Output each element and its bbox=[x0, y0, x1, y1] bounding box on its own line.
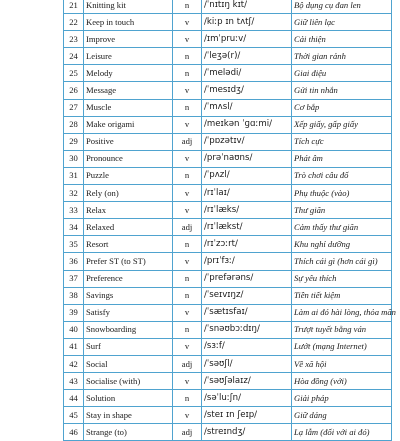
vietnamese-meaning: Lướt (mạng Internet) bbox=[292, 338, 392, 355]
row-number: 31 bbox=[64, 167, 84, 184]
vocab-word: Relaxed bbox=[84, 219, 173, 236]
vocab-word: Relax bbox=[84, 202, 173, 219]
pronunciation: /kiːp ɪn tʌtʃ/ bbox=[202, 14, 292, 31]
table-row bbox=[64, 185, 392, 202]
pronunciation: /ˈsəʊʃl/ bbox=[202, 355, 292, 372]
pronunciation: /prɪˈfɜː/ bbox=[202, 253, 292, 270]
vocab-word: Snowboarding bbox=[84, 321, 173, 338]
table-row bbox=[64, 270, 392, 287]
pronunciation: /steɪ ɪn ʃeɪp/ bbox=[202, 407, 292, 424]
pronunciation: /ˈmʌsl/ bbox=[202, 99, 292, 116]
part-of-speech: adj bbox=[173, 424, 202, 441]
vietnamese-meaning: Làm ai đó hài lòng, thỏa mãn bbox=[292, 304, 392, 321]
vocab-word: Puzzle bbox=[84, 167, 173, 184]
row-number: 23 bbox=[64, 31, 84, 48]
vocab-word: Prefer ST (to ST) bbox=[84, 253, 173, 270]
vietnamese-meaning: Khu nghỉ dưỡng bbox=[292, 236, 392, 253]
part-of-speech: v bbox=[173, 304, 202, 321]
vocabulary-table bbox=[63, 0, 396, 441]
table-row bbox=[64, 150, 392, 167]
pronunciation: /rɪˈlækst/ bbox=[202, 219, 292, 236]
row-number: 36 bbox=[64, 253, 84, 270]
row-number: 32 bbox=[64, 185, 84, 202]
vietnamese-meaning: Lạ lẫm (đối với ai đó) bbox=[292, 424, 392, 441]
vocab-word: Resort bbox=[84, 236, 173, 253]
vietnamese-meaning: Giữ dáng bbox=[292, 407, 392, 424]
part-of-speech: n bbox=[173, 0, 202, 14]
vocabulary-table-body bbox=[64, 0, 396, 441]
table-row bbox=[64, 407, 392, 424]
part-of-speech: n bbox=[173, 48, 202, 65]
row-number: 40 bbox=[64, 321, 84, 338]
row-number: 45 bbox=[64, 407, 84, 424]
table-row bbox=[64, 304, 392, 321]
vietnamese-meaning: Về xã hội bbox=[292, 355, 392, 372]
row-number: 41 bbox=[64, 338, 84, 355]
part-of-speech: n bbox=[173, 236, 202, 253]
vocab-word: Make origami bbox=[84, 116, 173, 133]
row-number: 26 bbox=[64, 82, 84, 99]
pronunciation: /rɪˈlæks/ bbox=[202, 202, 292, 219]
row-number: 37 bbox=[64, 270, 84, 287]
pronunciation: /ˈsəʊʃəlaɪz/ bbox=[202, 373, 292, 390]
table-row bbox=[64, 167, 392, 184]
pronunciation: /prəˈnaʊns/ bbox=[202, 150, 292, 167]
vietnamese-meaning: Cảm thấy thư giãn bbox=[292, 219, 392, 236]
table-row bbox=[64, 390, 392, 407]
pronunciation: /ˈpʌzl/ bbox=[202, 167, 292, 184]
row-number: 25 bbox=[64, 65, 84, 82]
table-row bbox=[64, 82, 392, 99]
vietnamese-meaning: Sự yêu thích bbox=[292, 270, 392, 287]
table-row bbox=[64, 14, 392, 31]
table-row bbox=[64, 31, 392, 48]
pronunciation: /ˈprefərəns/ bbox=[202, 270, 292, 287]
vietnamese-meaning: Thời gian rảnh bbox=[292, 48, 392, 65]
table-row bbox=[64, 424, 392, 441]
part-of-speech: n bbox=[173, 99, 202, 116]
part-of-speech: adj bbox=[173, 133, 202, 150]
pronunciation: /ɪmˈpruːv/ bbox=[202, 31, 292, 48]
vietnamese-meaning: Hòa đồng (với) bbox=[292, 373, 392, 390]
part-of-speech: n bbox=[173, 167, 202, 184]
pronunciation: /ˈseɪvɪŋz/ bbox=[202, 287, 292, 304]
table-row bbox=[64, 287, 392, 304]
row-number: 39 bbox=[64, 304, 84, 321]
row-number: 46 bbox=[64, 424, 84, 441]
vocab-word: Rely (on) bbox=[84, 185, 173, 202]
table-row bbox=[64, 253, 392, 270]
table-row bbox=[64, 338, 392, 355]
vocab-word: Muscle bbox=[84, 99, 173, 116]
table-row bbox=[64, 321, 392, 338]
vocab-word: Surf bbox=[84, 338, 173, 355]
table-row bbox=[64, 116, 392, 133]
vocab-word: Social bbox=[84, 355, 173, 372]
row-number: 22 bbox=[64, 14, 84, 31]
table-row bbox=[64, 219, 392, 236]
pronunciation: /rɪˈlaɪ/ bbox=[202, 185, 292, 202]
vietnamese-meaning: Bộ dụng cụ đan len bbox=[292, 0, 392, 14]
table-row bbox=[64, 99, 392, 116]
part-of-speech: v bbox=[173, 253, 202, 270]
vietnamese-meaning: Phụ thuộc (vào) bbox=[292, 185, 392, 202]
part-of-speech: v bbox=[173, 185, 202, 202]
vocab-word: Positive bbox=[84, 133, 173, 150]
pronunciation: /ˈpɒzətɪv/ bbox=[202, 133, 292, 150]
vocab-word: Improve bbox=[84, 31, 173, 48]
part-of-speech: v bbox=[173, 338, 202, 355]
row-number: 24 bbox=[64, 48, 84, 65]
vietnamese-meaning: Cơ bắp bbox=[292, 99, 392, 116]
pronunciation: /meɪkən ˈɡɑːmi/ bbox=[202, 116, 292, 133]
row-number: 35 bbox=[64, 236, 84, 253]
vocab-word: Preference bbox=[84, 270, 173, 287]
vietnamese-meaning: Giải pháp bbox=[292, 390, 392, 407]
vocab-word: Message bbox=[84, 82, 173, 99]
vietnamese-meaning: Tiền tiết kiệm bbox=[292, 287, 392, 304]
vocab-word: Keep in touch bbox=[84, 14, 173, 31]
vocab-word: Solution bbox=[84, 390, 173, 407]
vietnamese-meaning: Xếp giấy, gấp giấy bbox=[292, 116, 392, 133]
vocab-word: Savings bbox=[84, 287, 173, 304]
part-of-speech: n bbox=[173, 270, 202, 287]
vocab-word: Melody bbox=[84, 65, 173, 82]
vietnamese-meaning: Gửi tin nhắn bbox=[292, 82, 392, 99]
table-row bbox=[64, 48, 392, 65]
table-row bbox=[64, 65, 392, 82]
pronunciation: /ˈnɪtɪŋ kɪt/ bbox=[202, 0, 292, 14]
row-number: 42 bbox=[64, 355, 84, 372]
part-of-speech: n bbox=[173, 287, 202, 304]
vocab-word: Strange (to) bbox=[84, 424, 173, 441]
part-of-speech: v bbox=[173, 82, 202, 99]
part-of-speech: v bbox=[173, 407, 202, 424]
row-number: 29 bbox=[64, 133, 84, 150]
part-of-speech: v bbox=[173, 373, 202, 390]
vietnamese-meaning: Trò chơi câu đố bbox=[292, 167, 392, 184]
table-row bbox=[64, 355, 392, 372]
pronunciation: /ˈleʒə(r)/ bbox=[202, 48, 292, 65]
pronunciation: /ˈmelədi/ bbox=[202, 65, 292, 82]
vietnamese-meaning: Giai điệu bbox=[292, 65, 392, 82]
vietnamese-meaning: Trượt tuyết bằng ván bbox=[292, 321, 392, 338]
vocab-word: Pronounce bbox=[84, 150, 173, 167]
part-of-speech: v bbox=[173, 31, 202, 48]
row-number: 38 bbox=[64, 287, 84, 304]
pronunciation: /streɪndʒ/ bbox=[202, 424, 292, 441]
table-row bbox=[64, 133, 392, 150]
row-number: 21 bbox=[64, 0, 84, 14]
row-number: 34 bbox=[64, 219, 84, 236]
vocab-word: Stay in shape bbox=[84, 407, 173, 424]
vietnamese-meaning: Thư giãn bbox=[292, 202, 392, 219]
part-of-speech: n bbox=[173, 321, 202, 338]
part-of-speech: v bbox=[173, 14, 202, 31]
pronunciation: /ˈsætɪsfaɪ/ bbox=[202, 304, 292, 321]
vietnamese-meaning: Tích cực bbox=[292, 133, 392, 150]
table-row bbox=[64, 0, 392, 14]
pronunciation: /rɪˈzɔːrt/ bbox=[202, 236, 292, 253]
vietnamese-meaning: Cải thiện bbox=[292, 31, 392, 48]
row-number: 28 bbox=[64, 116, 84, 133]
row-number: 33 bbox=[64, 202, 84, 219]
pronunciation: /sɜːf/ bbox=[202, 338, 292, 355]
part-of-speech: v bbox=[173, 150, 202, 167]
vocab-word: Socialise (with) bbox=[84, 373, 173, 390]
part-of-speech: n bbox=[173, 65, 202, 82]
pronunciation: /ˈmesɪdʒ/ bbox=[202, 82, 292, 99]
table-row bbox=[64, 236, 392, 253]
row-number: 30 bbox=[64, 150, 84, 167]
vietnamese-meaning: Giữ liên lạc bbox=[292, 14, 392, 31]
row-number: 44 bbox=[64, 390, 84, 407]
pronunciation: /ˈsnəʊbɔːdɪŋ/ bbox=[202, 321, 292, 338]
table-row bbox=[64, 202, 392, 219]
part-of-speech: adj bbox=[173, 355, 202, 372]
row-number: 27 bbox=[64, 99, 84, 116]
vocab-word: Leisure bbox=[84, 48, 173, 65]
vietnamese-meaning: Phát âm bbox=[292, 150, 392, 167]
table-row bbox=[64, 373, 392, 390]
part-of-speech: n bbox=[173, 390, 202, 407]
vocab-word: Knitting kit bbox=[84, 0, 173, 14]
part-of-speech: v bbox=[173, 202, 202, 219]
row-number: 43 bbox=[64, 373, 84, 390]
vietnamese-meaning: Thích cái gì (hơn cái gì) bbox=[292, 253, 392, 270]
part-of-speech: v bbox=[173, 116, 202, 133]
pronunciation: /səˈluːʃn/ bbox=[202, 390, 292, 407]
part-of-speech: adj bbox=[173, 219, 202, 236]
vocab-word: Satisfy bbox=[84, 304, 173, 321]
